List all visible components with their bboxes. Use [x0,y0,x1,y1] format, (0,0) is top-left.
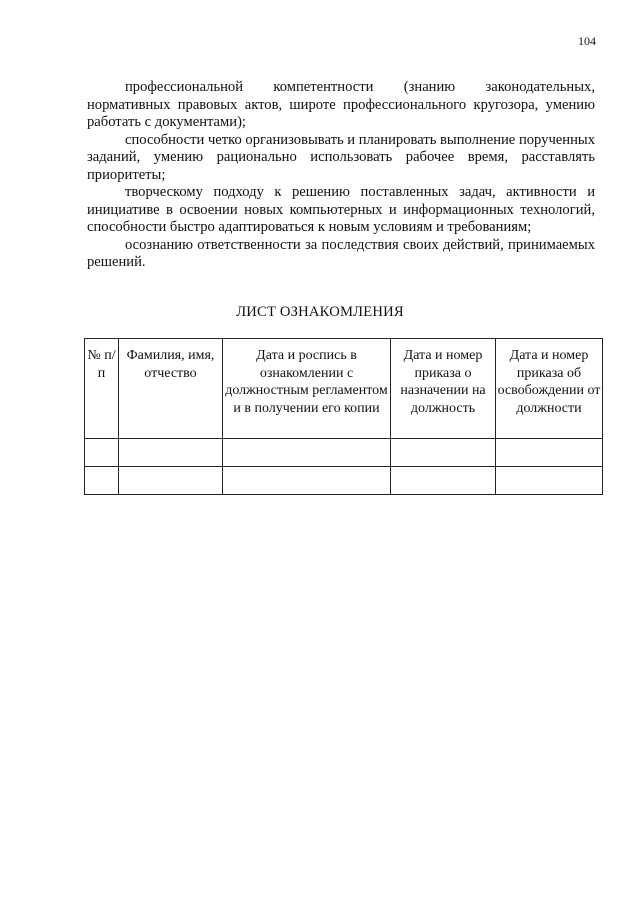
paragraph-creative-approach: творческому подходу к решению поставленных задач, активности и инициативе в освоении новых компьютерных и информационных технологий, способности быстро адаптироваться к новым условиям и требованиям; [87,184,595,235]
column-header-dismissal-order: Дата и номер приказа об освобождении от должности [496,339,603,439]
table-cell[interactable] [85,467,119,495]
table-header-row [85,339,603,439]
table-cell[interactable] [223,439,391,467]
table-cell[interactable] [85,439,119,467]
column-header-appointment-order: Дата и номер приказа о назначении на должность [391,339,496,439]
table-cell[interactable] [496,467,603,495]
acknowledgment-sheet-title: ЛИСТ ОЗНАКОМЛЕНИЯ [236,304,404,320]
column-header-acknowledgment-signature: Дата и роспись в ознакомлении с должностным регламентом и в получении его копии [223,339,391,439]
body-text [87,79,595,272]
paragraph-responsibility: осознанию ответственности за последствия своих действий, принимаемых решений. [87,236,595,270]
table-row [85,439,603,467]
table-cell[interactable] [391,439,496,467]
table-cell[interactable] [223,467,391,495]
table-cell[interactable] [391,467,496,495]
table-cell[interactable] [119,467,223,495]
acknowledgment-table [84,338,603,495]
column-header-number: № п/п [85,339,119,439]
paragraph-organization-ability: способности четко организовывать и планировать выполнение порученных заданий, умению рационально использовать рабочее время, расставлять приоритеты; [87,131,595,183]
column-header-full-name: Фамилия, имя, отчество [119,339,223,439]
page-number: 104 [578,34,596,48]
paragraph-professional-competence: профессиональной компетентности (знанию законодательных, нормативных правовых актов, широте профессионального кругозора, умению работать с документами); [87,79,595,130]
table-row [85,467,603,495]
table-cell[interactable] [119,439,223,467]
table-cell[interactable] [496,439,603,467]
